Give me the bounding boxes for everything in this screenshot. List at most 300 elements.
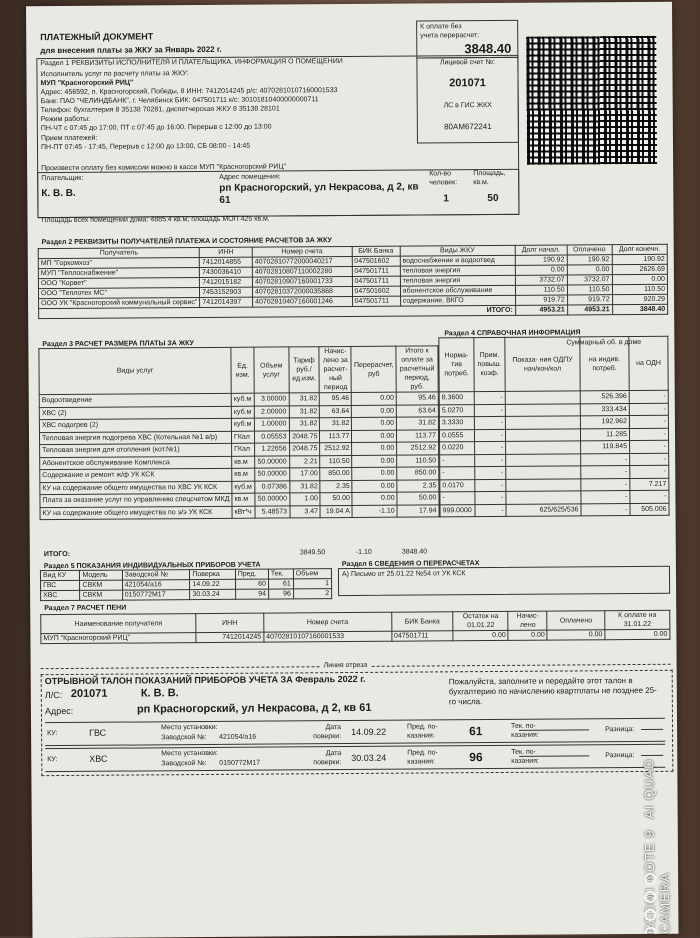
cell: 625/625/536 [506, 503, 581, 516]
cell: 110.50 [320, 455, 352, 468]
cell: - [475, 441, 506, 454]
cell: МУП "Теплоснабжение" [38, 268, 199, 279]
cell: Водоотведение [39, 393, 231, 407]
cell: 96 [268, 589, 293, 599]
section7-table [40, 610, 670, 644]
cell [505, 428, 580, 441]
section4-summary-label: Суммарный об. в доме [566, 338, 642, 347]
pay-amount-box [416, 20, 518, 59]
cell [505, 416, 580, 429]
cell: 919.72 [567, 295, 612, 305]
recalc-note: А) Письмо от 25.01.22 №54 от УК КСК [341, 570, 466, 579]
document-title: ПЛАТЕЖНЫЙ ДОКУМЕНТ [40, 31, 154, 43]
section3-total-recalc: -1.10 [355, 548, 372, 556]
payer-name: К. В. В. [41, 187, 76, 200]
cell: - [474, 429, 505, 442]
cell: 31.82 [397, 417, 439, 430]
cell: 047501711 [352, 266, 400, 276]
cell: ХВС подогрев (2) [39, 418, 231, 432]
check-value: 14.09.22 [351, 726, 387, 738]
total-label: ИТОГО: [39, 305, 516, 318]
cell [505, 391, 580, 404]
table-row [440, 503, 669, 517]
cell: 110.50 [567, 285, 612, 295]
col-header: Номер счета [252, 246, 352, 257]
cell: 0.07386 [255, 480, 289, 493]
house-area: Площадь всех помещений дома: 4885.4 кв.м; площадь МОП 425 кв.м. [41, 215, 270, 225]
cell: 2.35 [397, 479, 439, 492]
col-header: Начис- лено [508, 611, 547, 630]
col-header: Виды услуг [39, 347, 231, 394]
cell: 31.82 [320, 417, 352, 430]
cell: Плата за оказание услуг по управлению спецсчетом МКД [40, 493, 232, 507]
col-header: Пред. [235, 569, 268, 579]
cell: - [630, 465, 669, 478]
cell: СВКМ [80, 580, 122, 590]
cell: 919.72 [515, 295, 567, 305]
cur-label: Тек. по- казания: [511, 722, 539, 739]
cell: - [581, 503, 630, 516]
serial-label: Заводской №: [161, 734, 207, 742]
cell: 0.00 [547, 630, 605, 640]
section3-total-charged: 3849.50 [299, 549, 326, 557]
cell: 50.00000 [255, 455, 289, 468]
watermark-model: REDMI NOTE 9 [641, 829, 658, 934]
col-header: Вид КУ [40, 570, 80, 580]
cell: 0.00 [612, 274, 668, 284]
cell: 0.00 [352, 430, 397, 443]
cell: 40702810907160001733 [252, 276, 352, 287]
cell: 3.47 [289, 505, 320, 518]
cell: 113.77 [397, 429, 439, 442]
cell: ГКал [231, 431, 254, 444]
cell: водоснабжение и водоотвед [400, 255, 515, 266]
coupon-ls: 201071 [70, 687, 108, 700]
cell [506, 453, 581, 466]
prev-value: 96 [469, 750, 483, 765]
diff-label: Разница: [605, 726, 635, 734]
cell: 0.0555 [439, 429, 474, 442]
cell: 5.48573 [255, 505, 289, 518]
cell: 0.0170 [440, 479, 475, 492]
gis-number: 80АМ672241 [444, 122, 492, 132]
ku-label: КУ: [47, 730, 58, 738]
col-header: Получатель [38, 248, 199, 259]
col-header: Наименование получателя [41, 614, 196, 634]
cell: ХВС (2) [39, 406, 231, 420]
section4-table [438, 336, 669, 518]
cell: - [629, 428, 668, 441]
cell: 17.94 [397, 504, 439, 517]
section3-table [38, 345, 439, 520]
cell: 40702810407160001246 [253, 296, 353, 307]
cell: - [581, 466, 630, 479]
cell: куб.м [231, 406, 254, 419]
cell: 0.00 [508, 630, 547, 640]
cell: 2.21 [289, 455, 320, 468]
cell: 40702810107160001533 [264, 631, 392, 642]
cell: 047501602 [352, 256, 400, 266]
cell: 190.92 [567, 255, 612, 265]
cell: кВт*ч [232, 506, 255, 519]
camera-lens-icon [644, 872, 664, 912]
cell: 7412015182 [200, 277, 253, 287]
cell: 110.50 [397, 454, 439, 467]
cell: - [474, 416, 505, 429]
cell: 2.00000 [254, 405, 288, 418]
people-count: 1 [443, 193, 449, 205]
cell: - [630, 453, 669, 466]
cell: 40702810372000035868 [252, 286, 352, 297]
work-mode: ПН-ЧТ с 07:45 до 17:00, ПТ с 07:45 до 16:00. Перерыв с 12:00 до 13:00 [40, 123, 272, 133]
section7-title: Раздел 7 РАСЧЕТ ПЕНИ [44, 604, 127, 613]
cell: 0.00 [352, 467, 397, 480]
cell: тепловая энергия [400, 275, 515, 286]
payment-document [26, 2, 678, 938]
work-mode-label: Режим работы: [40, 115, 91, 124]
cell: тепловая энергия [400, 265, 515, 276]
payer-label: Плательщик: [41, 174, 84, 183]
check-label: Дата поверки: [313, 724, 342, 741]
section5-title: Раздел 5 ПОКАЗАНИЯ ИНДИВИДУАЛЬНЫХ ПРИБОРОВ УЧЕТА [43, 561, 261, 571]
qr-code [526, 36, 657, 165]
cell: куб.м [231, 393, 254, 406]
cell: 113.77 [320, 430, 352, 443]
document-subtitle: для внесения платы за ЖКУ за Январь 2022 г. [40, 44, 222, 56]
cell: ГВС [41, 580, 81, 590]
cell: содержание, ВКГО [400, 295, 515, 306]
cell: -1.10 [352, 505, 397, 518]
cell: - [629, 403, 668, 416]
coupon-address: рп Красногорский, ул Некрасова, д 2, кв 61 [136, 701, 372, 716]
cell: 95.46 [320, 392, 352, 405]
coupon-name: К. В. В. [140, 687, 179, 700]
area-label: Площадь, кв.м. [473, 169, 506, 187]
section6-title: Раздел 6 СВЕДЕНИЯ О ПЕРЕРАСЧЕТАХ [341, 560, 480, 569]
col-header: Итого к оплате за расчетный период, руб. [396, 346, 438, 392]
account-label: Лицевой счет №: [439, 58, 495, 67]
cell: 40702810772000040217 [252, 256, 352, 267]
cell: 7412014855 [200, 257, 253, 267]
cell: 850.00 [320, 467, 352, 480]
total-paid: 4953.21 [567, 305, 612, 315]
cell: 0150772М17 [122, 590, 190, 600]
section2-table [38, 244, 668, 319]
col-header: Долг начал. [515, 245, 567, 255]
cell: 119.845 [581, 441, 630, 454]
cell: 920.29 [612, 294, 668, 304]
cut-line-label: Линия отреза [321, 661, 371, 670]
place-label: Место установки: [161, 749, 218, 758]
serial-label: Заводской №: [161, 760, 207, 768]
col-header: Прим. повыш. коэф. [474, 337, 505, 391]
check-label: Дата поверки: [313, 750, 342, 767]
cell: 0.00 [352, 417, 397, 430]
cell: 50.00 [397, 492, 439, 505]
section1-title: Раздел 1 РЕКВИЗИТЫ ИСПОЛНИТЕЛЯ И ПЛАТЕЛЬЩИКА, ИНФОРМАЦИЯ О ПОМЕЩЕНИИ [40, 58, 343, 68]
cell: МУП "Красногорский РИЦ" [41, 633, 196, 644]
cell: - [475, 504, 506, 517]
cell: 1 [293, 579, 331, 589]
cell: 047501711 [352, 276, 400, 286]
total-debt-end: 3848.40 [612, 304, 668, 314]
col-header: Показа- ния ОДПУ нач/кон/кол [505, 337, 580, 392]
cell: 0.00 [515, 265, 567, 275]
coupon-address-label: Адрес: [44, 705, 74, 717]
cell: 110.50 [612, 284, 668, 294]
cur-label: Тек. по- казания: [511, 748, 539, 765]
cell: - [629, 390, 668, 403]
coupon-meter-row [45, 718, 665, 746]
cell: ООО "Корвет" [38, 278, 199, 289]
section3-title: Раздел 3 РАСЧЕТ РАЗМЕРА ПЛАТЫ ЗА ЖКУ [42, 340, 194, 349]
cell: 047501711 [391, 631, 453, 641]
cell: 63.64 [396, 404, 438, 417]
cell: 50.00000 [255, 493, 289, 506]
table-row [41, 589, 332, 601]
cell: куб.м [232, 481, 255, 494]
col-header: К оплате на 31.01.22 [605, 610, 670, 629]
col-header: Объем услуг [254, 347, 289, 393]
cell: - [440, 454, 475, 467]
pay-amount: 3848.40 [464, 40, 512, 57]
cell: Абонентское обслуживание Комплекса [40, 456, 232, 470]
cell: 31.82 [289, 418, 320, 431]
cell: 31.82 [289, 393, 320, 406]
cell: - [629, 415, 668, 428]
prev-label: Пред. по- казания: [407, 723, 438, 740]
account-box [416, 57, 519, 144]
ku-value: ХВС [89, 753, 108, 764]
col-header: ИНН [199, 247, 252, 257]
col-header: Начис- лено за расчет- ный период [319, 346, 351, 392]
reception-hours: ПН-ПТ 07:45 - 17:45, Перерыв с 12:00 до 13:00, СБ 08:00 - 14:45 [40, 142, 251, 152]
cell: 11.285 [580, 428, 629, 441]
cell: 0.00 [352, 405, 397, 418]
executor-phone: Телефон: бухгалтерия 8 35138 70281, диспетчерская ЖКУ 8 35138 28101 [40, 105, 280, 115]
cell: 333.434 [580, 403, 629, 416]
cell: - [440, 467, 475, 480]
cell: 0.00 [352, 442, 397, 455]
cell: - [581, 453, 630, 466]
cell: - [475, 491, 506, 504]
cell: - [474, 404, 505, 417]
gis-label: ЛС в ГИС ЖКХ [443, 102, 492, 110]
cell: 40702810807110002280 [252, 266, 352, 277]
col-header: Модель [80, 570, 122, 580]
cell: - [581, 478, 630, 491]
cell: 7412014397 [200, 297, 253, 307]
area-value: 50 [487, 192, 499, 205]
cell: 999.0000 [440, 504, 475, 517]
ku-label: КУ: [47, 756, 58, 764]
col-header: Тариф руб./ ед.изм. [288, 347, 319, 393]
table-row [40, 504, 439, 519]
col-header: на индив. потреб. [588, 355, 621, 372]
account-number: 201071 [449, 77, 486, 90]
section3-total-pay: 3848.40 [401, 548, 428, 556]
col-header: Тек. [268, 569, 293, 579]
room-address: рп Красногорский, ул Некрасова, д 2, кв 61 [219, 181, 419, 206]
col-header: Заводской № [122, 570, 190, 580]
cell: 2 [293, 589, 331, 599]
cell: 7412014245 [196, 632, 264, 642]
cell: Тепловая энергия подогрева ХВС (Котельная №1 в/р) [39, 431, 231, 445]
cell: - [475, 479, 506, 492]
col-header: Долг конечн. [612, 244, 668, 254]
cell: 3732.07 [515, 275, 567, 285]
room-label: Адрес помещения: [219, 173, 281, 181]
cell: 31.82 [289, 480, 320, 493]
place-label: Место установки: [161, 723, 218, 732]
cell: 110.50 [515, 285, 567, 295]
cell: 7.217 [630, 478, 669, 491]
cell: 2.35 [320, 480, 352, 493]
diff-label: Разница: [605, 752, 635, 760]
total-debt-start: 4953.21 [515, 305, 567, 315]
col-header: Оплачено [547, 611, 605, 630]
cell: 2512.92 [397, 442, 439, 455]
cell: ООО "Теплотех МС" [38, 288, 199, 299]
cell: 63.64 [320, 405, 352, 418]
cell: 17.00 [289, 468, 320, 481]
section4-title: Раздел 4 СПРАВОЧНАЯ ИНФОРМАЦИЯ [444, 329, 581, 338]
cell: 7430036410 [200, 267, 253, 277]
cell [506, 441, 581, 454]
cell: 505.006 [630, 503, 669, 516]
cell: - [474, 391, 505, 404]
section6-box [338, 566, 670, 596]
cell: Тепловая энергия для отопления (кот.№1) [40, 443, 232, 457]
executor-address: Адрес: 456592, п. Красногорский, Победы, 8 ИНН: 7412014245 р/с: 40702810107160001533 [40, 87, 338, 97]
col-header: Виды ЖКУ [400, 245, 515, 256]
cell: кв.м [232, 493, 255, 506]
cell: 190.92 [612, 254, 668, 264]
cell: ООО УК "Красногорский коммунальный сервис" [39, 298, 200, 309]
section3-total-label: ИТОГО: [43, 550, 71, 559]
executor-bank: Банк: ПАО "ЧЕЛИНДБАНК", г. Челябинск БИК: 047501711 к/с: 30101810400000000711 [40, 96, 319, 106]
check-value: 30.03.24 [351, 752, 387, 764]
cell: 0.00 [567, 265, 612, 275]
cell: 1.00 [289, 493, 320, 506]
col-header: БИК Банка [391, 612, 453, 631]
cell: 0.00 [605, 629, 670, 639]
coupon-ls-label: Л/С: [44, 690, 63, 701]
col-header: на ОДН [636, 359, 661, 368]
watermark-camera: AI QUAD CAMERA [641, 758, 673, 934]
cell: 3.00000 [254, 393, 288, 406]
col-header: Оплачено [567, 245, 612, 255]
cell: кв.м [232, 456, 255, 469]
cell: 19.04 А [320, 505, 352, 518]
cell: МП "Горкомхоз" [38, 258, 199, 269]
serial-value: 421054/а16 [219, 733, 257, 741]
cell: 0.00 [352, 392, 397, 405]
col-header: Поверка [190, 569, 235, 579]
cell: 95.46 [396, 392, 438, 405]
serial-value: 0150772М17 [219, 759, 261, 767]
cell: СВКМ [80, 590, 122, 600]
col-header: Норма- тив потреб. [439, 338, 474, 392]
prev-label: Пред. по- казания: [407, 749, 438, 766]
col-header: Номер счета [264, 612, 392, 632]
coupon-note: Пожалуйста, заполните и передайте этот талон в бухгалтерию по начислению квартплаты не позднее 25-го числа. [448, 676, 657, 707]
cell: 047501711 [352, 296, 400, 306]
col-header: Остаток на 01.01.22 [453, 611, 508, 630]
col-header: Перерасчет, руб [351, 346, 396, 392]
cell: 5.0270 [439, 404, 474, 417]
cell: 3.3330 [439, 417, 474, 430]
cell: 50.00000 [255, 468, 289, 481]
cell: - [475, 454, 506, 467]
table-header-row [39, 346, 438, 395]
cell: 94 [235, 589, 268, 599]
cell: 190.92 [515, 255, 567, 265]
section2-title: Раздел 2 РЕКВИЗИТЫ ПОЛУЧАТЕЛЕЙ ПЛАТЕЖА И СОСТОЯНИЕ РАСЧЕТОВ ЗА ЖКУ [41, 237, 332, 247]
cell: 2626.69 [612, 264, 668, 274]
cell: 30.03.24 [190, 589, 235, 599]
cell: 2048.75 [289, 443, 320, 456]
cell: 192.962 [580, 416, 629, 429]
cell: куб.м [231, 418, 254, 431]
cell: 850.00 [397, 467, 439, 480]
cell: 14.09.22 [190, 579, 235, 589]
people-label: Кол-во человек: [429, 170, 458, 187]
cell: 526.396 [580, 391, 629, 404]
cell: 50.00 [320, 492, 352, 505]
cell: 0.05553 [255, 430, 289, 443]
cell [506, 466, 581, 479]
cell: кв.м [232, 468, 255, 481]
cell: - [630, 490, 669, 503]
cell: - [440, 492, 475, 505]
cell: 8.3600 [439, 392, 474, 405]
cell: - [630, 440, 669, 453]
cell: - [581, 491, 630, 504]
cell [506, 491, 581, 504]
executor-name: МУП "Красногорский РИЦ" [40, 79, 134, 88]
ku-value: ГВС [89, 727, 107, 738]
cell: 31.82 [289, 405, 320, 418]
cell: 2048.75 [289, 430, 320, 443]
executor-label: Исполнитель услуг по расчету платы за ЖКУ: [40, 70, 189, 79]
cell: 61 [268, 579, 293, 589]
cell: 60 [235, 579, 268, 589]
cell: 1.22656 [255, 443, 289, 456]
cell: 047501602 [352, 286, 400, 296]
coupon-title: ОТРЫВНОЙ ТАЛОН ПОКАЗАНИЙ ПРИБОРОВ УЧЕТА ЗА Февраль 2022 г. [44, 673, 366, 687]
cell: 0.00 [352, 492, 397, 505]
cell: 2512.92 [320, 442, 352, 455]
cell [506, 478, 581, 491]
cell: 0.00 [352, 455, 397, 468]
cell: КУ на содержание общего имущества по э/э УК КСК [40, 506, 232, 520]
cell [505, 403, 580, 416]
cell: ХВС [41, 590, 81, 600]
cell: 0.00 [453, 630, 508, 640]
col-header: Ед. изм. [231, 347, 254, 393]
cell: абонентское обслуживание [400, 285, 515, 296]
cell: КУ на содержание общего имущества по ХВС УК КСК [40, 481, 232, 495]
col-header: ИНН [196, 613, 264, 632]
cell: - [475, 466, 506, 479]
cell: 1.00000 [254, 418, 288, 431]
coupon-meter-row [45, 744, 665, 772]
reception-label: Прием платежей: [40, 134, 98, 143]
section5-table [40, 568, 332, 601]
cell: 3732.07 [567, 275, 612, 285]
pay-amount-label: К оплате без учета перерасчет: [420, 23, 480, 40]
